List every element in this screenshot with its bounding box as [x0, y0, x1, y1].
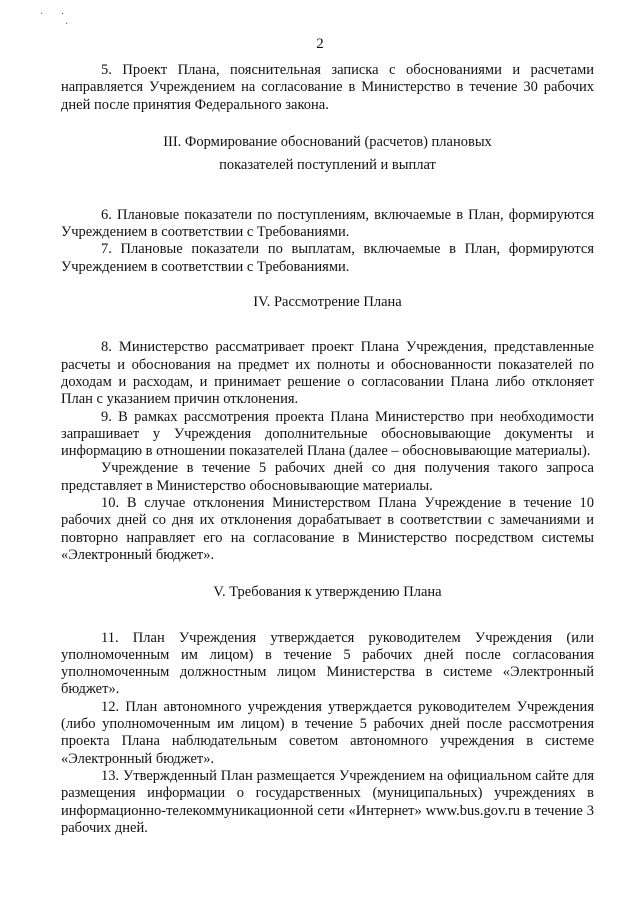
- paragraph-5: 5. Проект Плана, пояснительная записка с обоснованиями и расчетами направляется Учреждением на согласование в Министерство в течение 30 рабочих дней после принятия Федерального закона.: [61, 62, 594, 113]
- section-5-heading: V. Требования к утверждению Плана: [213, 584, 442, 601]
- section-4-heading: IV. Рассмотрение Плана: [253, 294, 402, 311]
- paragraph-12: 12. План автономного учреждения утверждается руководителем Учреждения (либо уполномоченным им лицом) в течение 5 рабочих дней после рассмотрения проекта Плана наблюдательным советом автономного учреждения в системе «Электронный бюджет».: [61, 698, 594, 767]
- section-3-heading: [61, 131, 594, 177]
- paragraph-9-continued: Учреждение в течение 5 рабочих дней со дня получения такого запроса представляет в Министерство обосновывающие материалы.: [61, 460, 594, 494]
- paragraph-13: 13. Утвержденный План размещается Учреждением на официальном сайте для размещения информации о государственных (муниципальных) учреждениях в информационно-телекоммуникационной сети «Интернет» www.bus.gov.ru в течение 3 рабочих дней.: [61, 767, 594, 836]
- scan-specks: · · ·: [40, 9, 69, 30]
- section-3-heading-line-2: показателей поступлений и выплат: [219, 156, 436, 173]
- document-body: [61, 62, 594, 837]
- section-3-heading-line-1: III. Формирование обоснований (расчетов) плановых: [163, 133, 492, 150]
- paragraph-10: 10. В случае отклонения Министерством Плана Учреждение в течение 10 рабочих дней со дня их отклонения дорабатывает в соответствии с замечаниями и повторно направляет его на согласование в Министерство посредством системы «Электронный бюджет».: [61, 495, 594, 563]
- paragraph-6: 6. Плановые показатели по поступлениям, включаемые в План, формируются Учреждением в соответствии с Требованиями.: [61, 206, 594, 241]
- paragraph-11: 11. План Учреждения утверждается руководителем Учреждения (или уполномоченным им лицом) в течение 5 рабочих дней после согласования уполномоченным должностным лицом Министерства в системе «Электронный бюджет».: [61, 629, 594, 698]
- paragraph-7: 7. Плановые показатели по выплатам, включаемые в План, формируются Учреждением в соответствии с Требованиями.: [61, 241, 594, 275]
- paragraph-9: 9. В рамках рассмотрения проекта Плана Министерство при необходимости запрашивает у Учреждения дополнительные обосновывающие документы и информацию в отношении показателей Плана (далее – обосновывающие материалы).: [61, 408, 594, 460]
- page-number: 2: [316, 36, 324, 52]
- paragraph-8: 8. Министерство рассматривает проект Плана Учреждения, представленные расчеты и обоснования на предмет их полноты и обоснованности показателей по доходам и расходам, и принимает решение о согласовании Плана либо отклоняет План с указанием причин отклонения.: [61, 339, 594, 408]
